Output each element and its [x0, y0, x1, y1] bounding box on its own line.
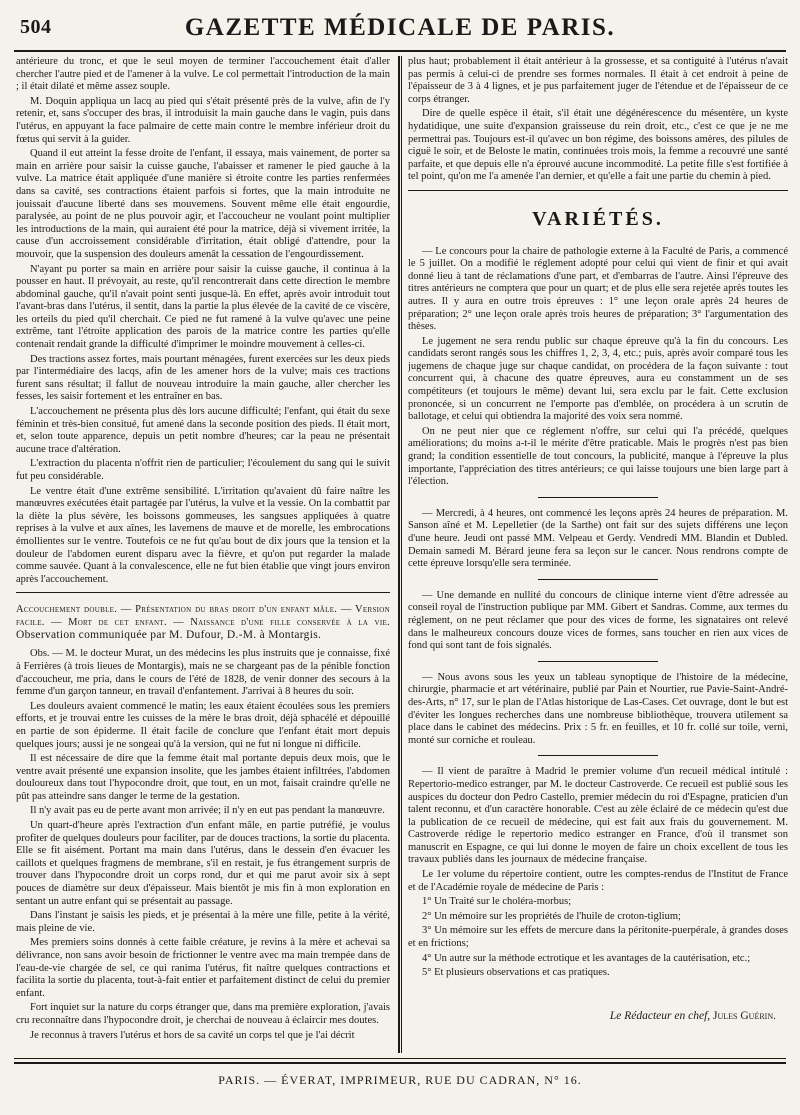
journal-title: GAZETTE MÉDICALE DE PARIS.	[184, 14, 616, 41]
left-column	[16, 56, 390, 1047]
item-rule	[538, 661, 658, 662]
observation-heading	[16, 603, 390, 642]
list-item: 4° Un autre sur la méthode ectrotique et les avantages de la cautérisation, etc.;	[422, 952, 751, 964]
list-item: 3° Un mémoire sur les effets de mercure dans la péritonite-puerpérale, à grandes doses et en frictions;	[408, 925, 788, 950]
signature-role: Le Rédacteur en chef,	[609, 1009, 711, 1022]
paragraph: Mes premiers soins donnés à cette faible créature, je revins à la mère et achevai sa délivrance, non sans avoir besoin de frictionner le ventre avec ma main trempée dans de l'eau-de-vie chargée de sel, ce qui ranima l'utérus, fit naître quelques contractions et facilita la sortie du placenta, tout-à-fait entier et parfaitement distinct de celui du premier enfant.	[16, 937, 390, 999]
paragraph: Dire de quelle espèce il était, s'il était une dégénérescence du mésentère, un kyste hydatidique, une suite d'expansion graisseuse du rein droit, etc., c'est ce que je ne me permettrai pas. Toujours est-il qu'avec un bon régime, des boissons amères, des pilules de ciguë le soir, et de Beloste le matin, continuées trois mois, la femme a recouvré une santé parfaite, et que depuis elle n'a éprouvé aucune incommodité. La petite fille s'est fortifiée à tel point, qu'on me l'a amenée l'an dernier, et qu'elle a fait une partie du chemin à pied.	[408, 108, 788, 183]
signature-name: Jules Guérin.	[713, 1009, 776, 1022]
section-rule	[16, 592, 390, 593]
page-header	[14, 10, 786, 52]
paragraph: Il est nécessaire de dire que la femme était mal portante depuis deux mois, que le ventre avait présenté une expansion insolite, que les jambes étaient infiltrées, l'abdomen douloureux dans tout l'hypocondre droit, que tout, en un mot, faisait craindre qu'elle ne pût pas atteindre sans danger le terme de la gestation.	[16, 753, 390, 802]
paragraph: L'accouchement ne présenta plus dès lors aucune difficulté; l'enfant, qui était du sexe féminin et très-bien consitué, fut amené dans la seconde position des pieds. Il était mort, et, selon toute apparence, depuis un petit nombre d'heures; car la peau ne présentait aucune trace d'altération.	[16, 406, 390, 455]
news-item: — Mercredi, à 4 heures, ont commencé les leçons après 24 heures de préparation. M. Sanson aîné et M. Lepelletier (de la Sarthe) ont fait sur des sujets différens une leçon d'une heure. Jeudi ont passé MM. Velpeau et Gerdy. Vendredi MM. Blandin et Dubled. Demain samedi M. Bérard jeune fera sa leçon sur le cancer. Nous rendrons compte de cette épreuve lorsqu'elle sera terminée.	[408, 507, 788, 570]
footer-rule	[14, 1062, 786, 1064]
paragraph: Obs. — M. le docteur Murat, un des médecins les plus instruits que je connaisse, fixé à Ferrières (à trois lieues de Montargis), mais ne se chargeant pas de la pénible fonction d'accoucheur, me pria, dans le cours de l'été de 1828, de venir donner des secours à la femme d'un garçon tanneur, en travail d'enfantement. J'arrivai à 8 heures du soir.	[16, 648, 390, 698]
paragraph: Dans l'instant je saisis les pieds, et je présentai à la mère une fille, petite à la vérité, mais pleine de vie.	[16, 910, 390, 934]
list-item: 5° Et plusieurs observations et cas pratiques.	[422, 967, 610, 979]
news-item: — Une demande en nullité du concours de clinique interne vient d'être adressée au conseil royal de l'instruction publique par MM. Gibert et Sandras. Comme, aux termes du réglement, on ne peut réclamer que pour des vices de forme, les signataires ont relevé dans le malheureux concours douze vices de formes, sans toucher en rien aux vices de fond qui sont tant de fois signalés.	[408, 589, 788, 652]
item-rule	[538, 755, 658, 756]
paragraph: Le ventre était d'une extrême sensibilité. L'irritation qu'avaient dû faire naître les manœuvres exécutées était partagée par l'utérus, la vulve et la vessie. On la combattit par la diète la plus sévère, les boissons gommeuses, les sangsues appliquées à quatre reprises à la vulve et aux aînes, les lavemens de mauve et de morelle, les embrocations émollientes sur le ventre. Toutefois ce ne fut qu'au bout de dix jours que la tension et la douleur de l'abdomen eurent disparu avec la fièvre, et qu'on put regarder la malade comme sauvée. Quant à la convalescence, elle ne fut bien établie que vingt jours environ après l'accouchement.	[16, 485, 390, 585]
news-item: On ne peut nier que ce réglement n'offre, sur celui qui l'a précédé, quelques améliorations; du moins a-t-il le mérite d'être praticable. Mais le progrès n'est pas bien grand; la condition essentielle de tout concours, la publicité, manque à l'épreuve la plus importante, l'appréciation des titres antérieurs; ce qui laisse toujours une bien large part à l'élection.	[408, 425, 788, 488]
paragraph: antérieure du tronc, et que le seul moyen de terminer l'accouchement était d'aller chercher l'autre pied et de l'amener à la vulve. Le col permettait l'introduction de la main ; il était dilaté et même assez souple.	[16, 56, 390, 93]
printer-imprint: PARIS. — ÉVERAT, IMPRIMEUR, RUE DU CADRAN, N° 16.	[218, 1073, 582, 1087]
news-item: — Nous avons sous les yeux un tableau synoptique de l'histoire de la médecine, chirurgie, pharmacie et art vétérinaire, publié par Pain et Nourtier, rue Pavie-Saint-André-des-Arts, n° 17, sur le plan de l'Atlas historique de Las-Cases. Cet ouvrage, dont le but est d'éviter les longues recherches dans une nombreuse bibliothèque, trouvera utilement sa place dans le cabinet des médecins. Prix : 5 fr. en feuilles, et 10 fr. collé sur toile, verni, monté sur corniche et rouleau.	[408, 671, 788, 746]
news-item: — Il vient de paraître à Madrid le premier volume d'un recueil médical intitulé : Repertorio-medico estranger, par M. le docteur Castroverde. Ce recueil est publié sous les auspices du docteur don Pedro Castello, premier médecin du roi d'Espagne, praticien d'un talent reconnu, et d'un caractère honorable. C'est au zèle éclairé de ce médecin qu'est due la publication de ce recueil de médecine, qui est fait aux frais du gouvernement. M. Castroverde rédige le repertorio medico estranger en France, d'où il transmet son manuscrit en Espagne, ce qui lui donne le moyen de faire un choix excellent de tous les travaux publiés dans les journaux de médecine française.	[408, 766, 788, 866]
item-rule	[538, 497, 658, 498]
page-number: 504	[20, 16, 52, 38]
page-footer	[14, 1058, 786, 1095]
editor-signature	[408, 1010, 788, 1023]
paragraph: Un quart-d'heure après l'extraction d'un enfant mâle, en partie putréfié, je voulus profiter de quelques douleurs pour faciliter, par de douces tractions, la sortie du placenta. Elle se fit aisément. Portant ma main dans l'utérus, dans le dessein d'en évacuer les caillots et quelques fragmens de membrane, s'il en restait, je fus étrangement surpris de trouver dans l'hypocondre droit un corps rond, dur et qui me parut avoir six à sept pouces de diamètre sur deux d'épaisseur. Mais bientôt je mis fin à mon exploration en sentant un autre enfant qui se présentait au passage.	[16, 820, 390, 907]
paragraph: Quand il eut atteint la fesse droite de l'enfant, il essaya, mais vainement, de porter sa main en arrière pour saisir la cuisse gauche, l'abaisser et ramener le pied gauche à la vulve. La matrice était appliquée d'une manière si étroite contre les parties renfermées dans sa cavité, ses contractions étaient parfois si fortes, que la main introduite ne jouissait d'aucune liberté dans ses mouvemens. Souvent même elle était engourdie, paralysée, au point de ne plus pouvoir agir, et l'accoucheur ne voulant point multiplier les introductions de la main, qui auraient été pour la matrice, déjà si vivement irritée, la cause d'un accroissement considérable d'irritation, était obligé d'attendre, pour la mouvoir, que la suspension des douleurs amenât la cessation de l'engourdissement.	[16, 148, 390, 260]
list-item: 2° Un mémoire sur les propriétés de l'huile de croton-tiglium;	[422, 910, 681, 922]
paragraph: Fort inquiet sur la nature du corps étranger que, dans ma première exploration, j'avais cru reconnaître dans l'hypocondre droit, je cherchai de nouveau à éclaircir mes doutes.	[16, 1002, 390, 1026]
paragraph: Il n'y avait pas eu de perte avant mon arrivée; il n'y en eut pas pendant la manœuvre.	[30, 805, 385, 817]
contents-list	[408, 896, 788, 980]
column-divider-inner	[401, 56, 402, 1053]
right-column	[408, 56, 788, 1047]
section-title-varietes: VARIÉTÉS.	[532, 207, 664, 230]
paragraph: Des tractions assez fortes, mais pourtant ménagées, furent exercées sur les deux pieds par l'intermédiaire des lacqs, afin de les amener hors de la vulve; mais ces tractions furent sans résultat; il fallut de nouveau introduire la main gauche, aller chercher les fesses, les saisir fortement et les entraîner en bas.	[16, 353, 390, 403]
news-item: Le 1er volume du répertoire contient, outre les comptes-rendus de l'Institut de France et de l'Académie royale de médecine de Paris :	[408, 869, 788, 893]
observation-title: Accouchement double. — Présentation du bras droit d'un enfant mâle. — Version facile. — Mort de cet enfant. — Naissance d'une fille conservée à la vie.	[16, 604, 390, 629]
news-item: Le jugement ne sera rendu public sur chaque épreuve qu'à la fin du concours. Les candidats seront rangés sous les chiffres 1, 2, 3, 4, etc.; puis, après avoir comparé tous les jugemens de chaque juge sur chaque candidat, on procédera de la façon suivante : tout concurrent qui, à chacune des quatre épreuves, aura eu constamment un de ses compétiteurs (et toujours le même) devant lui, sera exclu par le fait. Cette exclusion prononcée, si un concurrent ne l'emporte pas d'emblée, on procédera à un scrutin de ballotage, et celui qui obtiendra la majorité des voix sera nommé.	[408, 335, 788, 423]
paragraph: Je reconnus à travers l'utérus et hors de sa cavité un corps tel que je l'ai décrit	[30, 1029, 355, 1041]
paragraph: plus haut; probablement il était antérieur à la grossesse, et sa contiguité à l'utérus n'avait pas permis à celui-ci de prendre ses formes normales. Il était à cet endroit à peine de l'épaisseur de 3 à 4 lignes, et je pus parfaitement juger de l'étendue et de l'épaisseur de ce corps étranger.	[408, 56, 788, 105]
section-rule	[408, 190, 788, 191]
paragraph: N'ayant pu porter sa main en arrière pour saisir la cuisse gauche, il continua à la pousser en haut. Il prévoyait, au reste, qu'il rencontrerait dans cette direction le membre abdominal gauche, qu'il n'avait point senti jusque-là. En effet, après avoir introduit tout l'avant-bras dans l'utérus, il sentit, dans la partie la plus élevée de la cavité de ce viscère, les orteils du pied qu'il cherchait. Ce pied ne fut ramené à la vulve qu'avec une peine extrême, tant l'étroite application des parois de la matrice contre les parties qu'elle contenait rendait grande la difficulté d'imprimer le moindre mouvement à celles-ci.	[16, 263, 390, 351]
list-item: 1° Un Traité sur le choléra-morbus;	[422, 896, 572, 908]
news-item: — Le concours pour la chaire de pathologie externe à la Faculté de Paris, a commencé le 5 juillet. On a modifié le réglement adopté pour celui qui vient de finir et qui avait donné lieu à tant de réclamations d'une part, et d'embarras de l'autre. Ainsi l'épreuve des titres antérieurs ne comptera que pour un quart; et de plus elle sera rejetée après toutes les autres. Il y aura en outre trois épreuves : 1° une leçon orale après 24 heures de préparation; 2° une leçon orale après trois heures de préparation; 3° l'argumentation des thèses.	[408, 245, 788, 333]
column-divider-outer	[398, 56, 400, 1053]
paragraph: L'extraction du placenta n'offrit rien de particulier; l'écoulement du sang qui le suivit fut peu considérable.	[16, 458, 390, 482]
item-rule	[538, 579, 658, 580]
paragraph: Les douleurs avaient commencé le matin; les eaux étaient écoulées sous les premiers efforts, et je trouvai entre les cuisses de la mère le bras droit, déjà sphacélé et dépouillé en partie de son épiderme. Il était facile de conclure que l'enfant était mort depuis quelques jours; aussi je ne songeai qu'à la version, qui ne fut ni longue ni difficile.	[16, 700, 390, 750]
paragraph: M. Doquin appliqua un lacq au pied qui s'était présenté près de la vulve, afin de l'y retenir, et, sans s'occuper des bras, il introduisit la main gauche dans le vagin, puis dans l'utérus, en appuyant la face palmaire de cette main contre le membre inférieur droit du fœtus qui servit à la guider.	[16, 95, 390, 145]
observation-byline: Observation communiquée par M. Dufour, D.-M. à Montargis.	[16, 629, 322, 642]
